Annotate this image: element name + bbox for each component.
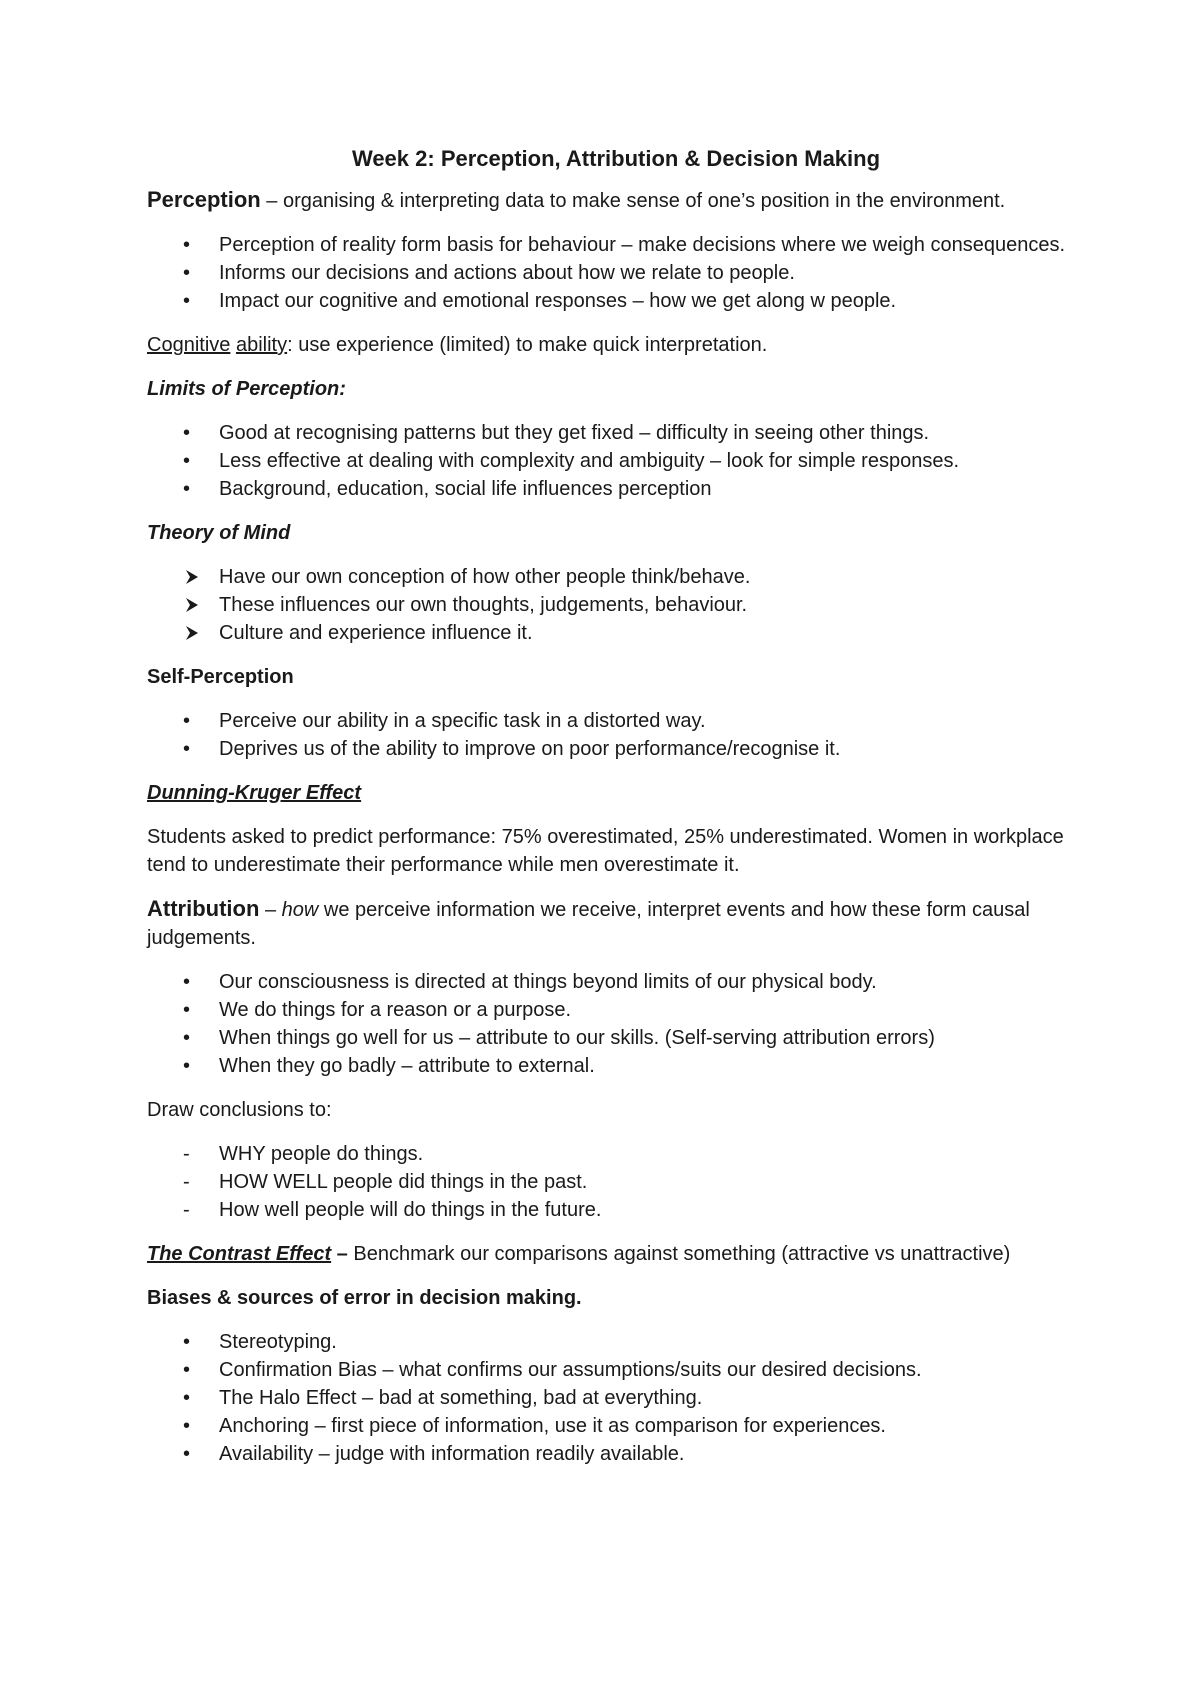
bullet-icon	[183, 1384, 213, 1412]
arrow-bullet-icon	[185, 569, 199, 585]
attribution-bullets	[147, 968, 1077, 1080]
attribution-term: Attribution	[147, 896, 260, 921]
document-page	[147, 140, 1077, 1484]
list-item: • Good at recognising patterns but they get fixed – difficulty in seeing other things.	[147, 419, 1077, 447]
dunning-kruger-text: Students asked to predict performance: 75% overestimated, 25% underestimated. Women in workplace tend to underestimate their performance while men overestimate it.	[147, 826, 1064, 876]
page-title: Week 2: Perception, Attribution & Decision Making	[351, 146, 881, 171]
dash-icon	[183, 1196, 213, 1224]
list-item: • When they go badly – attribute to external.	[147, 1052, 1077, 1080]
biases-bullets	[147, 1328, 1077, 1468]
attribution-definition-text: we perceive information we receive, interpret events and how these form causal judgements.	[147, 899, 1030, 949]
list-item: - How well people will do things in the future.	[147, 1196, 1077, 1224]
self-perception-bullets	[147, 707, 1077, 763]
ability-word: ability	[235, 334, 288, 356]
arrow-bullet-icon	[185, 625, 199, 641]
biases-heading: Biases & sources of error in decision making.	[147, 1287, 582, 1309]
how-word: how	[281, 899, 319, 921]
bullet-icon	[183, 735, 213, 763]
list-item: Culture and experience influence it.	[147, 619, 1077, 647]
list-item: • Perception of reality form basis for behaviour – make decisions where we weigh consequences.	[147, 231, 1077, 259]
list-item: These influences our own thoughts, judgements, behaviour.	[147, 591, 1077, 619]
list-item: • Anchoring – first piece of information, use it as comparison for experiences.	[147, 1412, 1077, 1440]
list-item: - WHY people do things.	[147, 1140, 1077, 1168]
bullet-icon	[183, 1440, 213, 1468]
theory-heading: Theory of Mind	[147, 522, 291, 544]
cognitive-ability-paragraph	[147, 331, 1077, 359]
list-item: • Informs our decisions and actions about how we relate to people.	[147, 259, 1077, 287]
list-item: • Impact our cognitive and emotional responses – how we get along w people.	[147, 287, 1077, 315]
bullet-icon	[183, 475, 213, 503]
list-item: • Availability – judge with information readily available.	[147, 1440, 1077, 1468]
bullet-icon	[183, 1052, 213, 1080]
bullet-icon	[183, 231, 213, 259]
bullet-icon	[183, 259, 213, 287]
dash-icon	[183, 1168, 213, 1196]
bullet-icon	[183, 287, 213, 315]
contrast-effect-paragraph: The Contrast Effect – Benchmark our comparisons against something (attractive vs unattractive)	[147, 1243, 1011, 1265]
arrow-bullet-icon	[185, 597, 199, 613]
list-item: • Background, education, social life influences perception	[147, 475, 1077, 503]
dunning-kruger-heading: Dunning-Kruger Effect	[147, 782, 362, 804]
attribution-definition: Attribution – how we perceive information we receive, interpret events and how these form causal judgements.	[147, 896, 1030, 949]
list-item: • Stereotyping.	[147, 1328, 1077, 1356]
bullet-icon	[183, 996, 213, 1024]
cognitive-ability-text: : use experience (limited) to make quick interpretation.	[287, 334, 768, 356]
bullet-icon	[183, 1328, 213, 1356]
dunning-kruger-heading-row	[147, 779, 1077, 807]
list-item: • Our consciousness is directed at things beyond limits of our physical body.	[147, 968, 1077, 996]
perception-term: Perception	[147, 187, 261, 212]
limits-heading: Limits of Perception:	[147, 378, 346, 400]
dash-icon	[183, 1140, 213, 1168]
contrast-effect-term: The Contrast Effect	[147, 1243, 332, 1265]
conclusions-intro: Draw conclusions to:	[147, 1099, 332, 1121]
list-item: • We do things for a reason or a purpose.	[147, 996, 1077, 1024]
bullet-icon	[183, 447, 213, 475]
list-item: • Deprives us of the ability to improve on poor performance/recognise it.	[147, 735, 1077, 763]
perception-definition-text: – organising & interpreting data to make sense of one’s position in the environment.	[260, 190, 1006, 212]
cognitive-word: Cognitive	[147, 334, 231, 356]
self-perception-heading: Self-Perception	[147, 666, 294, 688]
perception-bullets	[147, 231, 1077, 315]
list-item: - HOW WELL people did things in the past.	[147, 1168, 1077, 1196]
list-item: • Less effective at dealing with complexity and ambiguity – look for simple responses.	[147, 447, 1077, 475]
list-item: • Confirmation Bias – what confirms our assumptions/suits our desired decisions.	[147, 1356, 1077, 1384]
bullet-icon	[183, 419, 213, 447]
list-item: • The Halo Effect – bad at something, bad at everything.	[147, 1384, 1077, 1412]
bullet-icon	[183, 1356, 213, 1384]
bullet-icon	[183, 968, 213, 996]
bullet-icon	[183, 707, 213, 735]
list-item: • Perceive our ability in a specific task in a distorted way.	[147, 707, 1077, 735]
list-item: Have our own conception of how other people think/behave.	[147, 563, 1077, 591]
list-item: • When things go well for us – attribute to our skills. (Self-serving attribution errors)	[147, 1024, 1077, 1052]
perception-definition	[147, 186, 1077, 215]
bullet-icon	[183, 1412, 213, 1440]
contrast-effect-text: Benchmark our comparisons against something (attractive vs unattractive)	[353, 1243, 1011, 1265]
limits-bullets	[147, 419, 1077, 503]
bullet-icon	[183, 1024, 213, 1052]
conclusions-list	[147, 1140, 1077, 1224]
theory-bullets	[147, 563, 1077, 647]
